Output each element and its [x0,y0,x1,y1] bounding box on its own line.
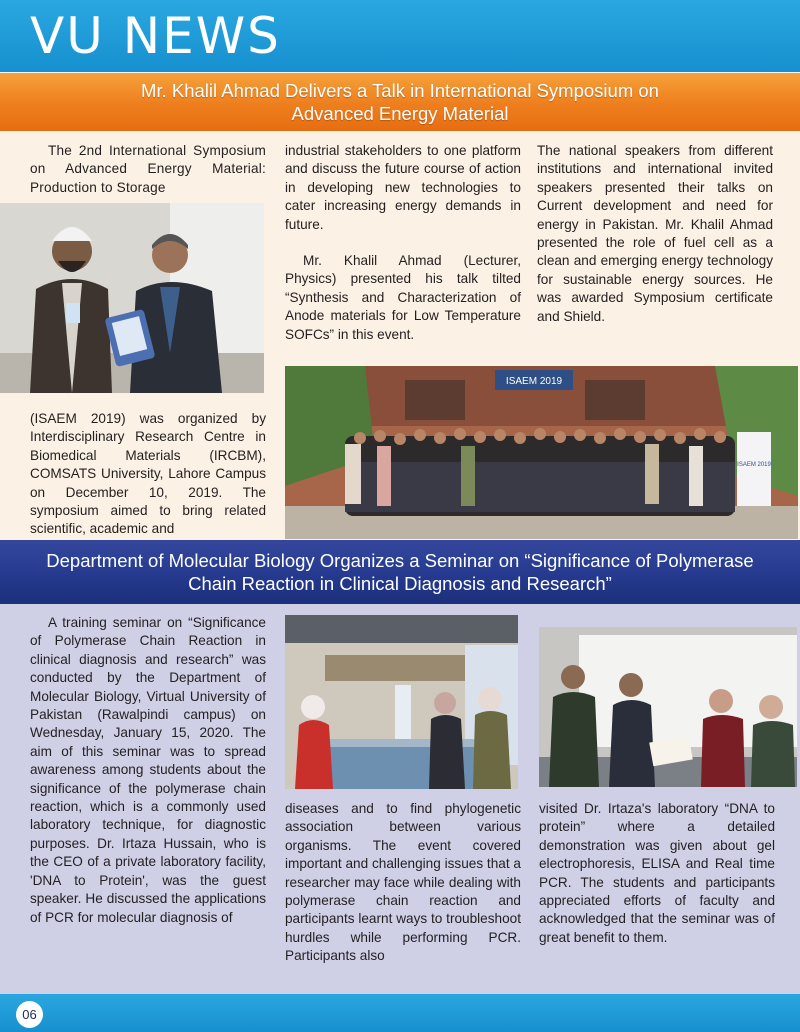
award-photo [0,203,264,393]
article1-col3-text: The national speakers from different institutions and international invited speakers presented their talks on Current development and need for energy in Pakistan. Mr. Khalil Ahmad presented the role of fuel cell as a clean and emerging energy technology for sustainable energy sources. He was awarded Symposium certificate and Shield. [537,143,773,324]
group-photo-standee: ISAEM 2019 [737,462,771,468]
article1-headline [0,79,800,125]
article1-col2-p2: Mr. Khalil Ahmad (Lecturer, Physics) presented his talk tilted “Synthesis and Characterization of Anode materials for Low Temperature SOFCs” in this event. [285,253,521,342]
certificate-photo [539,627,797,787]
article2-col3 [539,800,775,947]
group-photo-crowd [345,428,735,516]
footer-bar [0,994,800,1032]
page-number: 06 [16,1001,43,1028]
group-photo [285,366,798,539]
article2-col2-text: diseases and to find phylogenetic association between various organisms. The event covered important and challenging issues that a researcher may face while dealing with polymerase chain reaction and participants learnt ways to troubleshoot hurdles while performing PCR. Participants also [285,801,521,964]
article1-col1-bottom [30,410,266,539]
article2-headline [0,549,800,595]
article2-col1 [30,614,266,927]
article1-headline-line1: Mr. Khalil Ahmad Delivers a Talk in International Symposium on [141,80,659,101]
article2-headline-line1: Department of Molecular Biology Organizes a Seminar on “Significance of Polymerase [46,550,754,571]
article1-col2-p1: industrial stakeholders to one platform and discuss the future course of action in developing new technologies to cater increasing energy demands in future. [285,143,521,232]
article1-col3 [537,142,773,326]
article2-col2 [285,800,521,966]
article1-headline-line2: Advanced Energy Material [291,103,509,124]
article2-col3-text: visited Dr. Irtaza's laboratory “DNA to protein” where a detailed demonstration was given about gel electrophoresis, ELISA and Real time PCR. The students and participants appreciated efforts of faculty and acknowledged that the seminar was of great benefit to them. [539,801,775,945]
article1-col1-top-text: The 2nd International Symposium on Advanced Energy Material: Production to Storage [30,143,266,195]
lab-photo [285,615,518,789]
article1-col2 [285,142,521,344]
article2-col1-text: A training seminar on “Significance of Polymerase Chain Reaction in clinical diagnosis and research” was conducted by the Department of Molecular Biology, Virtual University of Pakistan (Rawalpindi campus) on Wednesday, January 15, 2020. The aim of this seminar was to spread awareness among students about the significance of the polymerase chain reaction, which is a commonly used laboratory technique, for diagnostic purposes. Dr. Irtaza Hussain, who is the CEO of a private laboratory facility, 'DNA to Protein', was the guest speaker. He discussed the applications of PCR for molecular diagnosis of [30,615,266,925]
article1-col1-top [30,142,266,197]
masthead-title: VU NEWS [30,7,281,65]
article1-col1-bottom-text: (ISAEM 2019) was organized by Interdisciplinary Research Centre in Biomedical Materials (IRCBM), COMSATS University, Lahore Campus on December 10, 2019. The symposium aimed to bring related scientific, academic and [30,411,266,537]
article2-headline-line2: Chain Reaction in Clinical Diagnosis and Research” [188,573,612,594]
group-photo-banner: ISAEM 2019 [505,376,563,387]
